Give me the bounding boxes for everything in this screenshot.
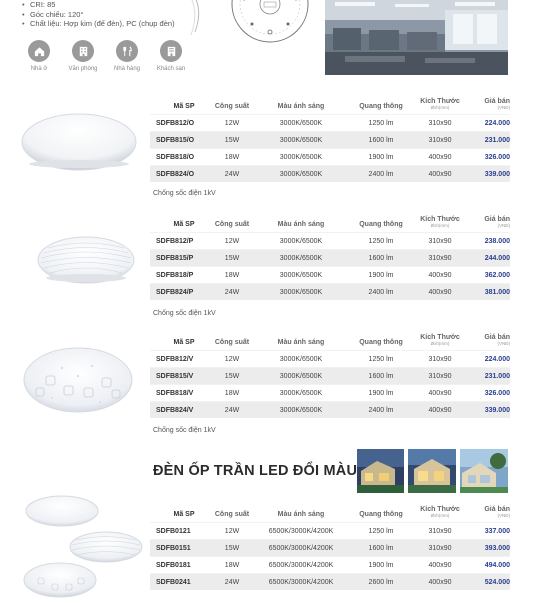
cell-power: 24W <box>224 406 240 414</box>
spec-item: • CRI: 85 <box>22 0 175 10</box>
table-row <box>150 249 510 266</box>
table-row <box>150 283 510 300</box>
col-power: Công suất <box>214 221 250 228</box>
table-row <box>150 384 510 401</box>
cell-color: 3000K/6500K <box>279 237 323 245</box>
cell-price: 244.000 <box>484 254 510 262</box>
col-price-label: Giá bán <box>484 98 510 105</box>
col-power: Công suất <box>214 339 250 346</box>
cell-color: 6500K/3000K/4200K <box>268 578 334 586</box>
col-price-label: Giá bán <box>484 334 510 341</box>
cell-flux: 1600 lm <box>368 136 394 144</box>
col-size <box>412 98 468 110</box>
col-price-unit: (VNĐ) <box>497 105 510 110</box>
cell-price: 381.000 <box>484 288 510 296</box>
col-size <box>412 216 468 228</box>
spec-item: • Góc chiếu: 120° <box>22 10 175 20</box>
cell-size: 310x90 <box>428 527 452 535</box>
cell-color: 3000K/6500K <box>279 254 323 262</box>
cell-color: 3000K/6500K <box>279 372 323 380</box>
spec-list <box>22 0 175 29</box>
shock-protection-note: Chống sốc điện 1kV <box>153 427 216 434</box>
cell-flux: 1250 lm <box>368 237 394 245</box>
house-photo-3 <box>460 449 508 493</box>
cell-size: 310x90 <box>428 544 452 552</box>
cell-price: 337.000 <box>484 527 510 535</box>
table-row <box>150 556 510 573</box>
cell-size: 400x90 <box>428 271 452 279</box>
col-power: Công suất <box>214 103 250 110</box>
cell-size: 310x90 <box>428 355 452 363</box>
lamp-image-color-opal <box>24 495 100 534</box>
col-flux: Quang thông <box>359 339 403 346</box>
col-code: Mã SP <box>173 103 195 110</box>
cell-flux: 1900 lm <box>368 561 394 569</box>
cell-color: 6500K/3000K/4200K <box>268 561 334 569</box>
lamp-profile-drawing <box>175 0 215 35</box>
cell-flux: 1250 lm <box>368 355 394 363</box>
application-home <box>24 40 54 72</box>
cell-color: 3000K/6500K <box>279 136 323 144</box>
table-header <box>150 92 510 114</box>
col-code: Mã SP <box>173 221 195 228</box>
cell-code: SDFB812/V <box>156 355 194 363</box>
table-row <box>150 232 510 249</box>
cell-price: 224.000 <box>484 119 510 127</box>
table-row <box>150 266 510 283</box>
cell-flux: 1250 lm <box>368 527 394 535</box>
col-price-unit: (VNĐ) <box>497 341 510 346</box>
cell-code: SDFB815/V <box>156 372 194 380</box>
cell-color: 6500K/3000K/4200K <box>268 544 334 552</box>
cell-power: 24W <box>224 170 240 178</box>
cell-flux: 1250 lm <box>368 119 394 127</box>
cell-price: 362.000 <box>484 271 510 279</box>
cell-power: 18W <box>224 389 240 397</box>
cell-power: 24W <box>224 578 240 586</box>
col-price <box>468 216 510 228</box>
office-photo <box>325 0 508 75</box>
cell-code: SDFB0121 <box>156 527 191 535</box>
table-row <box>150 131 510 148</box>
col-price <box>468 334 510 346</box>
cell-code: SDFB0241 <box>156 578 191 586</box>
cell-code: SDFB824/P <box>156 288 194 296</box>
cell-code: SDFB815/P <box>156 254 194 262</box>
col-size <box>412 506 468 518</box>
cell-power: 15W <box>224 544 240 552</box>
table-row <box>150 522 510 539</box>
cell-color: 3000K/6500K <box>279 119 323 127</box>
table-header <box>150 500 510 522</box>
section-heading: ĐÈN ỐP TRẦN LED ĐỔI MÀU <box>153 463 358 479</box>
cell-code: SDFB824/V <box>156 406 194 414</box>
lamp-technical-diagram <box>230 0 310 46</box>
application-label: Văn phòng <box>68 66 98 72</box>
cell-flux: 1600 lm <box>368 372 394 380</box>
col-size-label: Kích Thước <box>420 506 460 513</box>
application-hotel <box>156 40 186 72</box>
cell-price: 231.000 <box>484 372 510 380</box>
cell-power: 15W <box>224 372 240 380</box>
house-photo-2 <box>408 449 456 493</box>
cell-size: 400x90 <box>428 406 452 414</box>
cell-size: 310x90 <box>428 237 452 245</box>
cell-color: 3000K/6500K <box>279 271 323 279</box>
table-row <box>150 350 510 367</box>
col-color: Màu ánh sáng <box>277 103 325 110</box>
spec-item: • Chất liệu: Hợp kim (đế đèn), PC (chụp đèn) <box>22 19 175 29</box>
cell-power: 12W <box>224 527 240 535</box>
shock-protection-note: Chống sốc điện 1kV <box>153 190 216 197</box>
lamp-image-patterned <box>36 234 136 291</box>
shock-protection-note: Chống sốc điện 1kV <box>153 310 216 317</box>
cell-size: 400x90 <box>428 153 452 161</box>
cell-price: 339.000 <box>484 406 510 414</box>
cell-power: 18W <box>224 561 240 569</box>
table-row <box>150 148 510 165</box>
col-size-label: Kích Thước <box>420 98 460 105</box>
cell-code: SDFB0181 <box>156 561 191 569</box>
house-icon <box>28 40 50 62</box>
cell-power: 18W <box>224 153 240 161</box>
table-header <box>150 210 510 232</box>
col-size-unit: Øxh(mm) <box>430 513 450 518</box>
cell-code: SDFB818/P <box>156 271 194 279</box>
product-table-patterned <box>150 210 510 300</box>
table-row <box>150 401 510 418</box>
cell-price: 524.000 <box>484 578 510 586</box>
table-row <box>150 573 510 590</box>
application-label: Nhà hàng <box>113 66 141 72</box>
cell-power: 15W <box>224 136 240 144</box>
lamp-image-star-pattern <box>22 346 134 421</box>
cell-flux: 2600 lm <box>368 578 394 586</box>
cell-size: 310x90 <box>428 372 452 380</box>
col-color: Màu ánh sáng <box>277 511 325 518</box>
col-price-unit: (VNĐ) <box>497 223 510 228</box>
cell-color: 3000K/6500K <box>279 153 323 161</box>
product-table-opal <box>150 92 510 182</box>
col-flux: Quang thông <box>359 221 403 228</box>
lamp-image-opal <box>20 112 138 177</box>
cell-price: 339.000 <box>484 170 510 178</box>
cell-price: 326.000 <box>484 389 510 397</box>
cell-power: 12W <box>224 237 240 245</box>
cell-flux: 1900 lm <box>368 271 394 279</box>
cell-flux: 1900 lm <box>368 153 394 161</box>
cell-power: 15W <box>224 254 240 262</box>
product-table-star-pattern <box>150 328 510 418</box>
cell-color: 3000K/6500K <box>279 170 323 178</box>
table-row <box>150 114 510 131</box>
cell-flux: 2400 lm <box>368 406 394 414</box>
col-size-label: Kích Thước <box>420 334 460 341</box>
col-color: Màu ánh sáng <box>277 221 325 228</box>
cell-code: SDFB0151 <box>156 544 191 552</box>
cell-color: 3000K/6500K <box>279 288 323 296</box>
col-size-unit: Øxh(mm) <box>430 105 450 110</box>
cell-power: 12W <box>224 119 240 127</box>
col-code: Mã SP <box>173 339 195 346</box>
application-icons <box>24 40 186 72</box>
cell-size: 400x90 <box>428 170 452 178</box>
cell-flux: 1600 lm <box>368 544 394 552</box>
col-size-label: Kích Thước <box>420 216 460 223</box>
col-price <box>468 506 510 518</box>
cell-power: 18W <box>224 271 240 279</box>
cell-code: SDFB812/O <box>156 119 195 127</box>
office-building-icon <box>72 40 94 62</box>
col-price-label: Giá bán <box>484 506 510 513</box>
cell-color: 6500K/3000K/4200K <box>268 527 334 535</box>
col-size-unit: Øxh(mm) <box>430 341 450 346</box>
cell-size: 400x90 <box>428 578 452 586</box>
col-power: Công suất <box>214 511 250 518</box>
restaurant-icon <box>116 40 138 62</box>
cell-price: 393.000 <box>484 544 510 552</box>
cell-price: 224.000 <box>484 355 510 363</box>
cell-flux: 2400 lm <box>368 170 394 178</box>
application-label: Khách sạn <box>156 66 186 72</box>
col-price <box>468 98 510 110</box>
product-table-color-changing <box>150 500 510 590</box>
cell-price: 494.000 <box>484 561 510 569</box>
col-flux: Quang thông <box>359 103 403 110</box>
cell-size: 310x90 <box>428 119 452 127</box>
cell-code: SDFB815/O <box>156 136 195 144</box>
cell-color: 3000K/6500K <box>279 355 323 363</box>
cell-size: 400x90 <box>428 389 452 397</box>
table-header <box>150 328 510 350</box>
col-size-unit: Øxh(mm) <box>430 223 450 228</box>
col-price-unit: (VNĐ) <box>497 513 510 518</box>
hotel-icon <box>160 40 182 62</box>
cell-flux: 2400 lm <box>368 288 394 296</box>
cell-code: SDFB824/O <box>156 170 195 178</box>
cell-price: 238.000 <box>484 237 510 245</box>
col-size <box>412 334 468 346</box>
cell-size: 400x90 <box>428 561 452 569</box>
table-row <box>150 539 510 556</box>
cell-size: 400x90 <box>428 288 452 296</box>
cell-color: 3000K/6500K <box>279 406 323 414</box>
lamp-image-color-star <box>22 562 98 600</box>
cell-price: 231.000 <box>484 136 510 144</box>
application-label: Nhà ở <box>30 66 48 72</box>
col-code: Mã SP <box>173 511 195 518</box>
cell-power: 12W <box>224 355 240 363</box>
cell-size: 310x90 <box>428 136 452 144</box>
house-photo-1 <box>357 449 404 493</box>
cell-color: 3000K/6500K <box>279 389 323 397</box>
table-row <box>150 165 510 182</box>
col-price-label: Giá bán <box>484 216 510 223</box>
cell-code: SDFB818/V <box>156 389 194 397</box>
cell-code: SDFB818/O <box>156 153 195 161</box>
table-row <box>150 367 510 384</box>
cell-size: 310x90 <box>428 254 452 262</box>
cell-flux: 1600 lm <box>368 254 394 262</box>
cell-price: 326.000 <box>484 153 510 161</box>
cell-code: SDFB812/P <box>156 237 194 245</box>
cell-flux: 1900 lm <box>368 389 394 397</box>
col-color: Màu ánh sáng <box>277 339 325 346</box>
application-restaurant <box>112 40 142 72</box>
col-flux: Quang thông <box>359 511 403 518</box>
cell-power: 24W <box>224 288 240 296</box>
application-office <box>68 40 98 72</box>
